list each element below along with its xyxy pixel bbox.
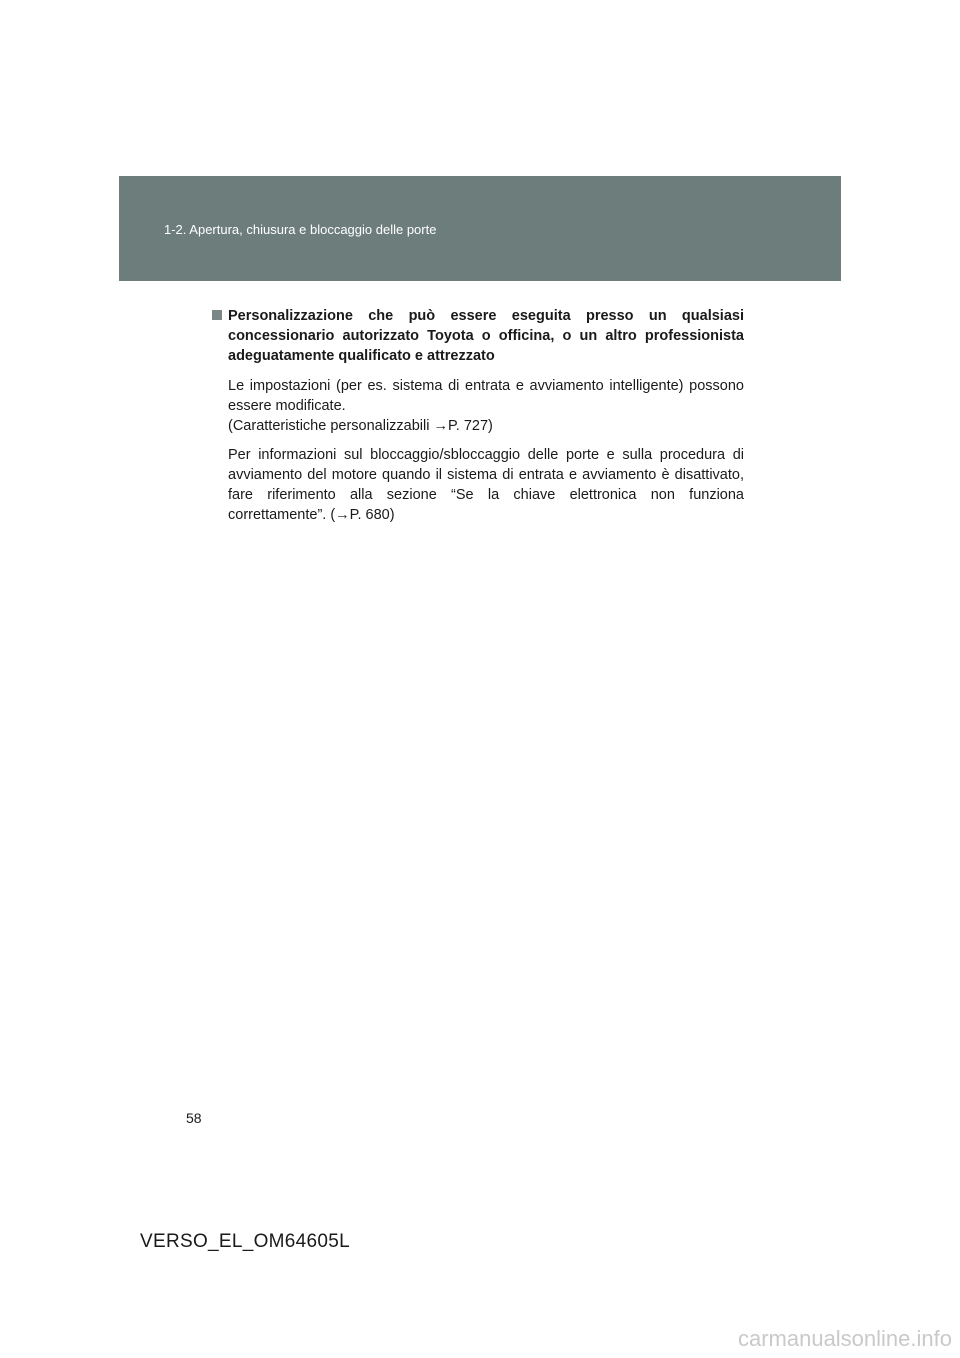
customizable-features-ref: (Caratteristiche personalizzabili →P. 727) (228, 418, 493, 434)
document-code: VERSO_EL_OM64605L (140, 1231, 350, 1252)
page-number: 58 (186, 1110, 202, 1126)
topic-heading (212, 306, 744, 366)
paragraph-smart-entry-info: Per informazioni sul bloccaggio/sbloccaggio delle porte e sulla procedura di avviamento del motore quando il sistema di entrata e avviamento è disattivato, fare riferimento alla sezione “Se la chiave elettronica non funziona correttamente”. (→P. 680) (228, 447, 744, 523)
section-title: 1-2. Apertura, chiusura e bloccaggio delle porte (164, 222, 437, 237)
paragraph-settings-text: Le impostazioni (per es. sistema di entrata e avviamento intelligente) possono essere modificate. (228, 378, 744, 414)
square-bullet-icon (212, 310, 222, 320)
section-header-band (119, 176, 841, 281)
paragraph-settings (228, 376, 744, 436)
watermark: carmanualsonline.info (737, 1326, 952, 1351)
main-content (212, 306, 744, 525)
topic-title: Personalizzazione che può essere eseguita presso un qualsiasi concessionario autorizzato Toyota o officina, o un altro professionista adeguatamente qualificato e attrezzato (228, 308, 744, 364)
